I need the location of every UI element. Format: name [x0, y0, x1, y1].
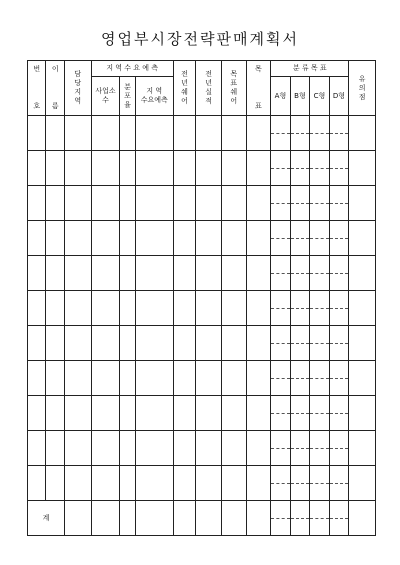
table-cell[interactable] — [28, 291, 46, 326]
header-region-char: 지 — [74, 88, 82, 96]
table-cell[interactable] — [46, 116, 64, 151]
table-cell[interactable] — [196, 291, 222, 326]
category-cell-upper[interactable] — [271, 396, 291, 414]
table-cell[interactable] — [46, 221, 64, 256]
table-cell[interactable] — [221, 431, 246, 466]
category-cell-lower[interactable] — [329, 168, 349, 186]
table-cell[interactable] — [196, 186, 222, 221]
table-cell[interactable] — [135, 396, 173, 431]
header-prev-actual-char: 실 — [205, 88, 212, 96]
table-cell[interactable] — [173, 326, 196, 361]
sales-plan-table — [27, 60, 376, 536]
header-prev-actual-char: 년 — [205, 79, 212, 87]
table-cell[interactable] — [246, 256, 271, 291]
header-number — [28, 61, 46, 116]
notes-cell[interactable] — [349, 116, 376, 151]
category-cell-lower[interactable] — [329, 448, 349, 466]
table-cell[interactable] — [64, 151, 91, 186]
table-cell[interactable] — [46, 151, 64, 186]
table-cell[interactable] — [135, 326, 173, 361]
category-cell-lower[interactable] — [290, 483, 310, 501]
category-cell-lower[interactable] — [290, 308, 310, 326]
category-cell-upper[interactable] — [310, 361, 330, 379]
category-cell-lower[interactable] — [271, 378, 291, 396]
table-cell[interactable] — [46, 326, 64, 361]
table-cell[interactable] — [91, 291, 120, 326]
table-cell[interactable] — [46, 291, 64, 326]
table-cell[interactable] — [135, 466, 173, 501]
category-cell-lower[interactable] — [271, 308, 291, 326]
notes-cell[interactable] — [349, 291, 376, 326]
category-cell-lower[interactable] — [271, 238, 291, 256]
table-cell[interactable] — [46, 431, 64, 466]
table-cell[interactable] — [28, 361, 46, 396]
category-cell-upper[interactable] — [290, 431, 310, 449]
header-distribution — [120, 77, 135, 116]
total-row — [28, 501, 376, 519]
header-target-share-char: 목 — [230, 70, 238, 78]
table-cell[interactable] — [196, 221, 222, 256]
category-cell-upper[interactable] — [271, 326, 291, 344]
table-cell[interactable] — [196, 361, 222, 396]
category-cell-upper[interactable] — [290, 396, 310, 414]
notes-cell[interactable] — [349, 396, 376, 431]
category-cell-upper[interactable] — [310, 396, 330, 414]
category-cell-upper[interactable] — [271, 221, 291, 239]
header-target-share-char: 표 — [230, 79, 238, 87]
category-cell-lower[interactable] — [271, 273, 291, 291]
header-target-share-char: 어 — [230, 97, 238, 105]
category-cell-lower[interactable] — [310, 168, 330, 186]
table-cell[interactable] — [196, 466, 222, 501]
table-cell[interactable] — [246, 186, 271, 221]
table-row — [28, 221, 376, 239]
notes-cell[interactable] — [349, 361, 376, 396]
header-biz-count-line: 사업소 — [95, 87, 116, 96]
total-label: 계 — [28, 501, 65, 536]
table-cell[interactable] — [120, 396, 135, 431]
category-cell-lower[interactable] — [329, 203, 349, 221]
category-cell-upper[interactable] — [271, 256, 291, 274]
header-prev-actual — [196, 61, 222, 116]
category-cell-upper[interactable] — [310, 466, 330, 484]
table-cell[interactable] — [173, 116, 196, 151]
category-cell-lower[interactable] — [329, 273, 349, 291]
category-cell-upper[interactable] — [271, 501, 291, 519]
header-type-c: C형 — [310, 77, 330, 116]
category-cell-lower[interactable] — [271, 343, 291, 361]
table-cell[interactable] — [64, 186, 91, 221]
header-prev-share-char: 어 — [181, 97, 188, 105]
category-cell-upper[interactable] — [310, 186, 330, 204]
category-cell-upper[interactable] — [310, 151, 330, 169]
header-biz-count — [91, 77, 120, 116]
table-cell[interactable] — [28, 326, 46, 361]
header-name-bottom: 름 — [51, 102, 59, 110]
category-cell-upper[interactable] — [290, 466, 310, 484]
table-cell[interactable] — [120, 326, 135, 361]
header-type-d: D형 — [329, 77, 349, 116]
table-cell[interactable] — [120, 186, 135, 221]
header-target-top: 목 — [255, 65, 262, 73]
table-cell[interactable] — [173, 256, 196, 291]
header-name — [46, 61, 64, 116]
category-cell-lower[interactable] — [271, 133, 291, 151]
table-cell[interactable] — [91, 396, 120, 431]
category-cell-lower[interactable] — [329, 483, 349, 501]
table-cell[interactable] — [173, 501, 196, 536]
header-type-a: A형 — [271, 77, 291, 116]
table-cell[interactable] — [135, 361, 173, 396]
header-distribution-char: 율 — [124, 100, 131, 109]
table-cell[interactable] — [91, 116, 120, 151]
table-cell[interactable] — [46, 256, 64, 291]
category-cell-lower[interactable] — [290, 448, 310, 466]
header-region-demand-line: 수요예측 — [140, 96, 168, 105]
category-cell-upper[interactable] — [271, 151, 291, 169]
category-cell-upper[interactable] — [329, 151, 349, 169]
table-cell[interactable] — [221, 361, 246, 396]
category-cell-lower[interactable] — [271, 203, 291, 221]
table-cell[interactable] — [221, 466, 246, 501]
category-cell-lower[interactable] — [310, 343, 330, 361]
table-cell[interactable] — [91, 361, 120, 396]
table-cell[interactable] — [120, 116, 135, 151]
category-cell-upper[interactable] — [329, 501, 349, 519]
table-cell[interactable] — [28, 221, 46, 256]
table-cell[interactable] — [196, 116, 222, 151]
category-cell-lower[interactable] — [329, 238, 349, 256]
category-cell-lower[interactable] — [290, 203, 310, 221]
header-prev-share-char: 전 — [181, 70, 188, 78]
category-cell-upper[interactable] — [271, 291, 291, 309]
table-cell[interactable] — [28, 466, 46, 501]
table-cell[interactable] — [28, 396, 46, 431]
table-row — [28, 151, 376, 169]
category-cell-upper[interactable] — [310, 116, 330, 134]
header-target-share-char: 쉐 — [230, 88, 238, 96]
category-cell-upper[interactable] — [310, 326, 330, 344]
category-cell-upper[interactable] — [290, 326, 310, 344]
table-cell[interactable] — [120, 431, 135, 466]
table-cell[interactable] — [196, 326, 222, 361]
table-cell[interactable] — [246, 501, 271, 536]
table-cell[interactable] — [28, 256, 46, 291]
category-cell-lower[interactable] — [290, 518, 310, 536]
category-cell-upper[interactable] — [271, 431, 291, 449]
table-cell[interactable] — [91, 256, 120, 291]
table-cell[interactable] — [135, 431, 173, 466]
category-cell-lower[interactable] — [329, 343, 349, 361]
table-cell[interactable] — [246, 466, 271, 501]
category-cell-lower[interactable] — [310, 483, 330, 501]
table-row — [28, 361, 376, 379]
table-cell[interactable] — [246, 116, 271, 151]
category-cell-lower[interactable] — [329, 133, 349, 151]
header-notes-char: 점 — [358, 92, 366, 101]
table-cell[interactable] — [221, 291, 246, 326]
table-cell[interactable] — [91, 326, 120, 361]
table-cell[interactable] — [28, 186, 46, 221]
category-cell-upper[interactable] — [290, 186, 310, 204]
table-row — [28, 291, 376, 309]
table-cell[interactable] — [173, 361, 196, 396]
category-cell-lower[interactable] — [310, 273, 330, 291]
table-cell[interactable] — [46, 396, 64, 431]
table-cell[interactable] — [221, 116, 246, 151]
table-cell[interactable] — [135, 186, 173, 221]
header-prev-share — [173, 61, 196, 116]
table-cell[interactable] — [196, 501, 222, 536]
table-cell[interactable] — [246, 151, 271, 186]
table-cell[interactable] — [64, 361, 91, 396]
header-number-top: 번 — [33, 65, 41, 73]
category-cell-upper[interactable] — [329, 186, 349, 204]
notes-cell[interactable] — [349, 431, 376, 466]
table-cell[interactable] — [221, 151, 246, 186]
table-cell[interactable] — [120, 466, 135, 501]
table-cell[interactable] — [91, 501, 120, 536]
notes-cell[interactable] — [349, 501, 376, 536]
header-target — [246, 61, 271, 116]
table-cell[interactable] — [91, 466, 120, 501]
table-row — [28, 186, 376, 204]
category-cell-lower[interactable] — [290, 273, 310, 291]
notes-cell[interactable] — [349, 151, 376, 186]
table-cell[interactable] — [64, 221, 91, 256]
category-cell-lower[interactable] — [290, 133, 310, 151]
category-cell-upper[interactable] — [290, 256, 310, 274]
category-cell-lower[interactable] — [290, 238, 310, 256]
category-cell-lower[interactable] — [329, 378, 349, 396]
header-category-target: 분 류 목 표 — [271, 61, 349, 77]
table-cell[interactable] — [221, 326, 246, 361]
table-cell[interactable] — [173, 151, 196, 186]
table-cell[interactable] — [91, 151, 120, 186]
category-cell-upper[interactable] — [310, 501, 330, 519]
category-cell-upper[interactable] — [271, 361, 291, 379]
header-distribution-char: 분 — [124, 82, 131, 91]
table-row — [28, 396, 376, 414]
table-cell[interactable] — [46, 186, 64, 221]
table-row — [28, 326, 376, 344]
table-cell[interactable] — [135, 151, 173, 186]
notes-cell[interactable] — [349, 256, 376, 291]
table-row — [28, 466, 376, 484]
header-notes-char: 의 — [358, 83, 366, 92]
header-region-char: 당 — [74, 79, 82, 87]
category-cell-lower[interactable] — [310, 518, 330, 536]
category-cell-lower[interactable] — [271, 518, 291, 536]
category-cell-lower[interactable] — [271, 448, 291, 466]
table-cell[interactable] — [173, 431, 196, 466]
table-cell[interactable] — [173, 396, 196, 431]
table-row — [28, 256, 376, 274]
table-cell[interactable] — [120, 151, 135, 186]
category-cell-upper[interactable] — [310, 431, 330, 449]
table-row — [28, 431, 376, 449]
header-prev-share-char: 년 — [181, 79, 188, 87]
notes-cell[interactable] — [349, 221, 376, 256]
table-cell[interactable] — [173, 291, 196, 326]
category-cell-upper[interactable] — [271, 186, 291, 204]
header-biz-count-line: 수 — [102, 96, 109, 105]
category-cell-upper[interactable] — [329, 466, 349, 484]
category-cell-upper[interactable] — [290, 151, 310, 169]
table-cell[interactable] — [196, 431, 222, 466]
table-cell[interactable] — [246, 361, 271, 396]
category-cell-lower[interactable] — [310, 238, 330, 256]
table-cell[interactable] — [91, 431, 120, 466]
category-cell-lower[interactable] — [290, 378, 310, 396]
table-cell[interactable] — [64, 501, 91, 536]
category-cell-lower[interactable] — [290, 168, 310, 186]
category-cell-upper[interactable] — [290, 501, 310, 519]
category-cell-lower[interactable] — [310, 413, 330, 431]
category-cell-upper[interactable] — [290, 361, 310, 379]
table-cell[interactable] — [135, 221, 173, 256]
category-cell-upper[interactable] — [310, 256, 330, 274]
category-cell-lower[interactable] — [271, 168, 291, 186]
category-cell-upper[interactable] — [329, 221, 349, 239]
header-demand-forecast: 지 역 수 요 예 측 — [91, 61, 173, 77]
category-cell-upper[interactable] — [290, 116, 310, 134]
header-notes — [349, 61, 376, 116]
header-number-bottom: 호 — [33, 102, 41, 110]
header-region — [64, 61, 91, 116]
category-cell-lower[interactable] — [271, 483, 291, 501]
table-cell[interactable] — [91, 186, 120, 221]
category-cell-upper[interactable] — [310, 291, 330, 309]
category-cell-lower[interactable] — [310, 308, 330, 326]
table-cell[interactable] — [64, 116, 91, 151]
document-title: 영업부시장전략판매계획서 — [101, 30, 299, 48]
category-cell-lower[interactable] — [310, 378, 330, 396]
header-name-top: 이 — [51, 65, 59, 73]
table-cell[interactable] — [64, 466, 91, 501]
category-cell-lower[interactable] — [310, 133, 330, 151]
table-cell[interactable] — [64, 396, 91, 431]
header-target-bottom: 표 — [255, 102, 262, 110]
category-cell-lower[interactable] — [271, 413, 291, 431]
table-cell[interactable] — [64, 431, 91, 466]
table-cell[interactable] — [120, 291, 135, 326]
table-cell[interactable] — [246, 291, 271, 326]
table-cell[interactable] — [196, 151, 222, 186]
table-cell[interactable] — [221, 221, 246, 256]
header-region-char: 담 — [74, 70, 82, 78]
category-cell-lower[interactable] — [329, 413, 349, 431]
table-row — [28, 116, 376, 134]
category-cell-lower[interactable] — [310, 203, 330, 221]
table-cell[interactable] — [221, 256, 246, 291]
table-cell[interactable] — [135, 501, 173, 536]
category-cell-upper[interactable] — [329, 361, 349, 379]
table-cell[interactable] — [64, 256, 91, 291]
table-cell[interactable] — [120, 221, 135, 256]
table-cell[interactable] — [173, 186, 196, 221]
table-cell[interactable] — [246, 431, 271, 466]
category-cell-upper[interactable] — [290, 221, 310, 239]
category-cell-upper[interactable] — [329, 256, 349, 274]
table-cell[interactable] — [120, 501, 135, 536]
header-prev-actual-char: 적 — [205, 97, 212, 105]
notes-cell[interactable] — [349, 466, 376, 501]
category-cell-upper[interactable] — [329, 396, 349, 414]
table-cell[interactable] — [46, 466, 64, 501]
header-notes-char: 유 — [358, 74, 366, 83]
table-cell[interactable] — [196, 396, 222, 431]
table-cell[interactable] — [64, 326, 91, 361]
table-cell[interactable] — [120, 361, 135, 396]
table-cell[interactable] — [173, 466, 196, 501]
category-cell-upper[interactable] — [329, 326, 349, 344]
header-prev-actual-char: 전 — [205, 70, 212, 78]
table-cell[interactable] — [28, 116, 46, 151]
table-cell[interactable] — [246, 326, 271, 361]
table-cell[interactable] — [28, 431, 46, 466]
table-cell[interactable] — [173, 221, 196, 256]
table-cell[interactable] — [221, 501, 246, 536]
category-cell-upper[interactable] — [329, 116, 349, 134]
table-cell[interactable] — [221, 186, 246, 221]
table-cell[interactable] — [28, 151, 46, 186]
category-cell-upper[interactable] — [329, 431, 349, 449]
table-cell[interactable] — [135, 291, 173, 326]
category-cell-upper[interactable] — [310, 221, 330, 239]
category-cell-upper[interactable] — [329, 291, 349, 309]
header-distribution-char: 포 — [124, 91, 131, 100]
notes-cell[interactable] — [349, 326, 376, 361]
header-region-demand — [135, 77, 173, 116]
table-cell[interactable] — [64, 291, 91, 326]
table-cell[interactable] — [135, 116, 173, 151]
table-cell[interactable] — [46, 361, 64, 396]
table-cell[interactable] — [246, 221, 271, 256]
category-cell-upper[interactable] — [290, 291, 310, 309]
header-region-demand-line: 지 역 — [146, 87, 163, 96]
header-type-b: B형 — [290, 77, 310, 116]
category-cell-lower[interactable] — [290, 413, 310, 431]
header-region-char: 역 — [74, 97, 82, 105]
category-cell-lower[interactable] — [310, 448, 330, 466]
table-cell[interactable] — [91, 221, 120, 256]
header-prev-share-char: 쉐 — [181, 88, 188, 96]
table-cell[interactable] — [120, 256, 135, 291]
table-cell[interactable] — [246, 396, 271, 431]
header-target-share — [221, 61, 246, 116]
category-cell-upper[interactable] — [271, 116, 291, 134]
category-cell-upper[interactable] — [271, 466, 291, 484]
table-cell[interactable] — [221, 396, 246, 431]
table-cell[interactable] — [135, 256, 173, 291]
notes-cell[interactable] — [349, 186, 376, 221]
table-cell[interactable] — [196, 256, 222, 291]
category-cell-lower[interactable] — [329, 518, 349, 536]
category-cell-lower[interactable] — [290, 343, 310, 361]
category-cell-lower[interactable] — [329, 308, 349, 326]
